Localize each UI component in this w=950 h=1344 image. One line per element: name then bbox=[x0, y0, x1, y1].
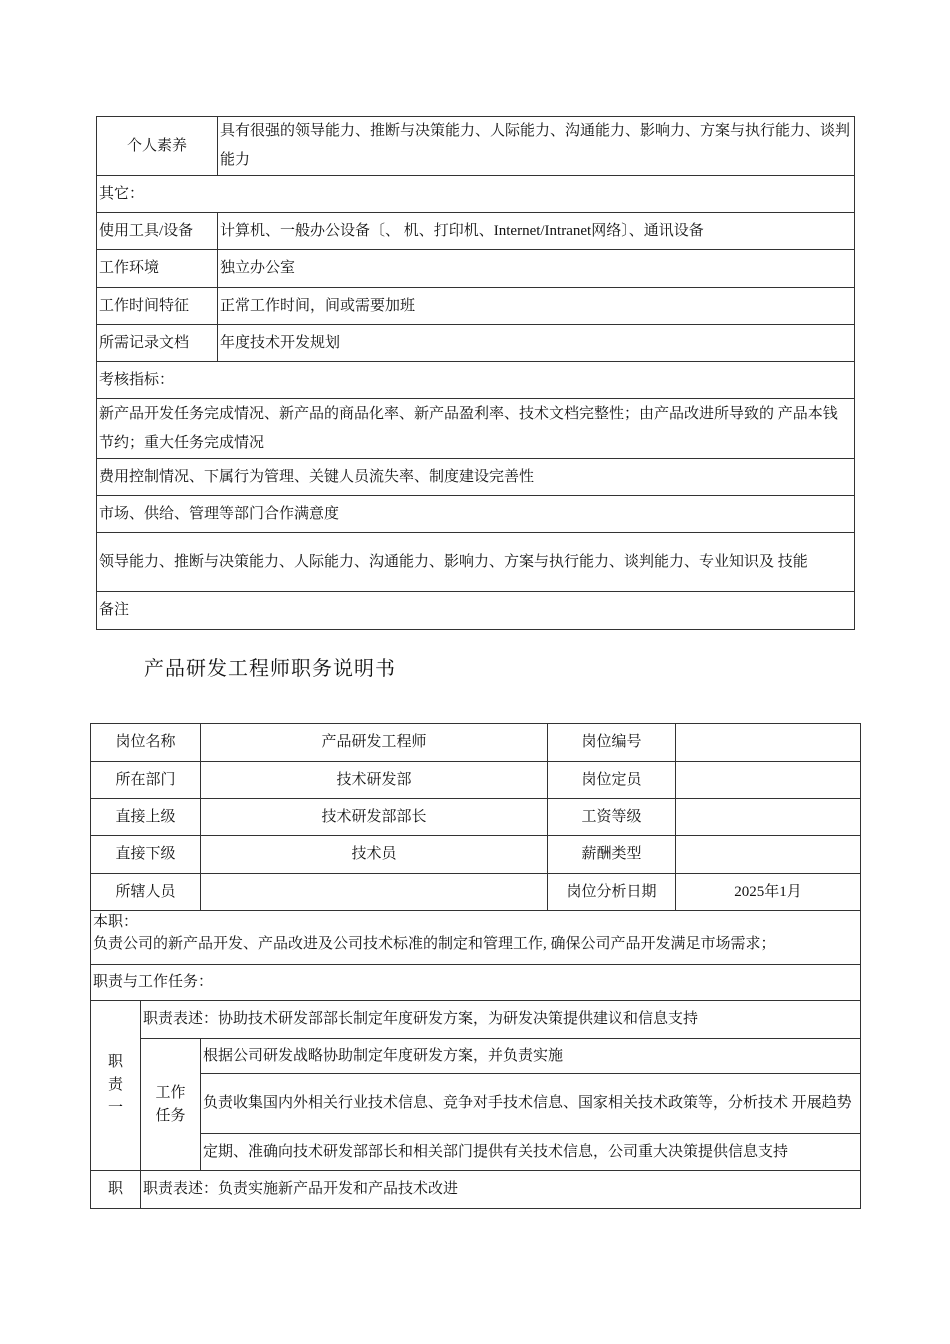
direct-superior-value: 技术研发部部长 bbox=[201, 799, 548, 836]
pay-type-label: 薪酬类型 bbox=[548, 836, 676, 874]
headcount-label: 岗位定员 bbox=[548, 762, 676, 799]
direct-superior-label: 直接上级 bbox=[91, 799, 201, 836]
kpi-item: 新产品开发任务完成情况、新产品的商品化率、新产品盈利率、技术文档完整性；由产品改进所导致的 产品本钱节约；重大任务完成情况 bbox=[97, 399, 855, 459]
kpi-item: 领导能力、推断与决策能力、人际能力、沟通能力、影响力、方案与执行能力、谈判能力、专业知识及 技能 bbox=[97, 533, 855, 592]
tasks-label-line: 工作 bbox=[155, 1084, 186, 1101]
pay-type-value bbox=[676, 836, 861, 874]
salary-grade-value bbox=[676, 799, 861, 836]
duty-one-label-char: 职 bbox=[107, 1054, 123, 1070]
doc-title: 产品研发工程师职务说明书 bbox=[144, 658, 396, 680]
tasks-label-line: 任务 bbox=[155, 1107, 186, 1124]
duty-two-statement: 职责表述：负责实施新产品开发和产品技术改进 bbox=[141, 1171, 861, 1209]
kpi-label: 考核指标： bbox=[97, 362, 855, 399]
direct-subordinate-label: 直接下级 bbox=[91, 836, 201, 874]
personal-quality-value: 具有很强的领导能力、推断与决策能力、人际能力、沟通能力、影响力、方案与执行能力、谈判能力 bbox=[218, 117, 855, 176]
job-summary-text: 负责公司的新产品开发、产品改进及公司技术标准的制定和管理工作, 确保公司产品开发满足市场需求； bbox=[93, 936, 776, 952]
salary-grade-label: 工资等级 bbox=[548, 799, 676, 836]
environment-value: 独立办公室 bbox=[218, 250, 855, 288]
kpi-item: 费用控制情况、下属行为管理、关键人员流失率、制度建设完善性 bbox=[97, 459, 855, 496]
direct-subordinate-value: 技术员 bbox=[201, 836, 548, 874]
duty-one-label bbox=[91, 1001, 141, 1171]
department-value: 技术研发部 bbox=[201, 762, 548, 799]
position-name-label: 岗位名称 bbox=[91, 724, 201, 762]
job-description-table bbox=[90, 723, 861, 1209]
task-item: 定期、准确向技术研发部部长和相关部门提供有关技术信息，公司重大决策提供信息支持 bbox=[201, 1134, 861, 1171]
headcount-value bbox=[676, 762, 861, 799]
environment-label: 工作环境 bbox=[97, 250, 218, 288]
duty-one-label-char: 责 bbox=[107, 1077, 123, 1093]
task-item: 根据公司研发战略协助制定年度研发方案，并负责实施 bbox=[201, 1039, 861, 1074]
duties-label: 职责与工作任务： bbox=[91, 965, 861, 1001]
staff-label: 所辖人员 bbox=[91, 874, 201, 911]
job-requirements-table bbox=[96, 116, 855, 630]
tools-label: 使用工具/设备 bbox=[97, 213, 218, 250]
staff-value bbox=[201, 874, 548, 911]
analysis-date-value: 2025年1月 bbox=[676, 874, 861, 911]
work-time-value: 正常工作时间，间或需要加班 bbox=[218, 288, 855, 325]
documents-label: 所需记录文档 bbox=[97, 325, 218, 362]
task-item: 负责收集国内外相关行业技术信息、竞争对手技术信息、国家相关技术政策等，分析技术 开展趋势 bbox=[201, 1074, 861, 1134]
other-label: 其它： bbox=[97, 176, 855, 213]
duty-one-statement: 职责表述：协助技术研发部部长制定年度研发方案，为研发决策提供建议和信息支持 bbox=[141, 1001, 861, 1039]
kpi-item: 市场、供给、管理等部门合作满意度 bbox=[97, 496, 855, 533]
documents-value: 年度技术开发规划 bbox=[218, 325, 855, 362]
position-number-value bbox=[676, 724, 861, 762]
tasks-label bbox=[141, 1039, 201, 1171]
job-summary bbox=[91, 911, 861, 965]
work-time-label: 工作时间特征 bbox=[97, 288, 218, 325]
position-number-label: 岗位编号 bbox=[548, 724, 676, 762]
duty-one-label-char: 一 bbox=[107, 1100, 123, 1116]
department-label: 所在部门 bbox=[91, 762, 201, 799]
remark-label: 备注 bbox=[97, 592, 855, 630]
tools-value: 计算机、一般办公设备〔、 机、打印机、Internet/Intranet网络〕、通讯设备 bbox=[218, 213, 855, 250]
position-name-value: 产品研发工程师 bbox=[201, 724, 548, 762]
analysis-date-label: 岗位分析日期 bbox=[548, 874, 676, 911]
personal-quality-label: 个人素养 bbox=[97, 117, 218, 176]
job-summary-label: 本职： bbox=[93, 914, 139, 930]
duty-two-label: 职 bbox=[91, 1171, 141, 1209]
